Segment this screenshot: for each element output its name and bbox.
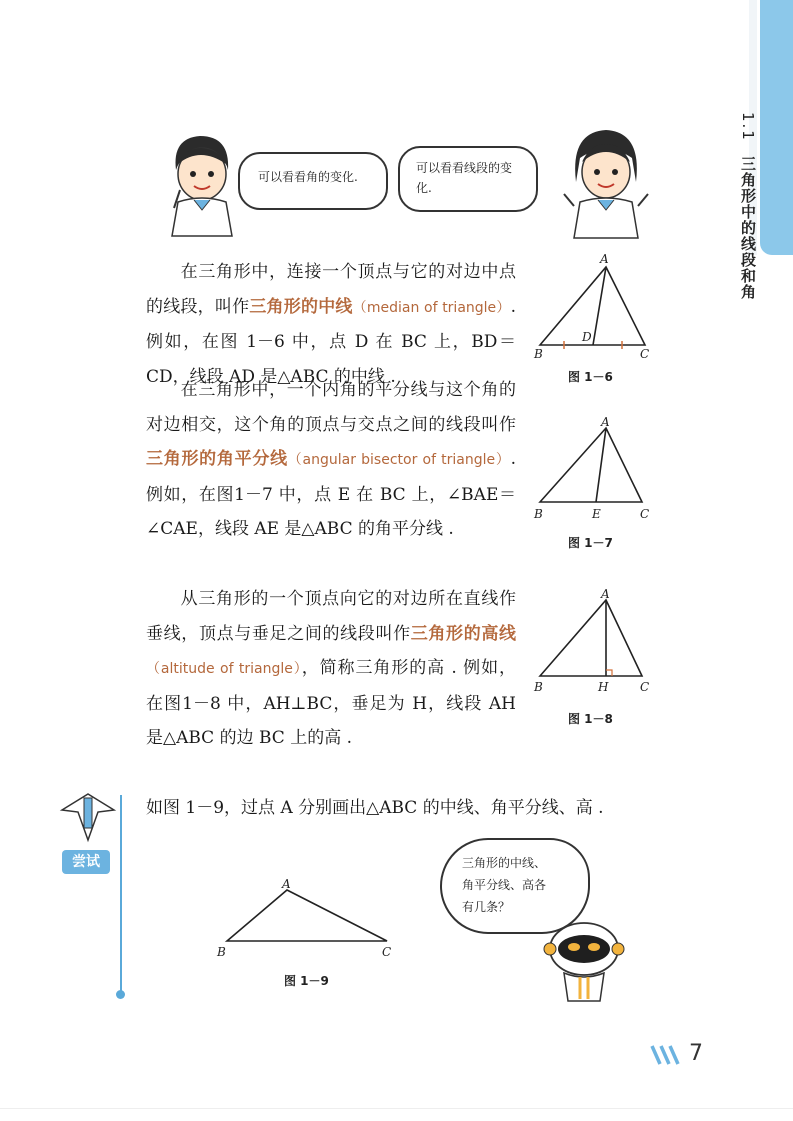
f7-label-c: C bbox=[640, 507, 650, 521]
figure-1-6 bbox=[530, 250, 660, 360]
figure-1-8 bbox=[530, 586, 660, 696]
figure-1-7 bbox=[530, 414, 660, 524]
robot-illustration bbox=[540, 915, 630, 1005]
f9-label-a: A bbox=[282, 877, 291, 891]
f6-label-d: D bbox=[582, 330, 592, 344]
altitude-english: （altitude of triangle） bbox=[146, 661, 302, 677]
try-badge: 尝试 bbox=[62, 850, 110, 874]
f8-label-b: B bbox=[534, 680, 543, 694]
f9-label-c: C bbox=[382, 945, 392, 959]
boy-illustration bbox=[160, 130, 240, 240]
girl-speech-text: 可以看看线段的变化. bbox=[416, 161, 513, 195]
boy-speech-text: 可以看看角的变化. bbox=[258, 170, 358, 184]
f7-label-a: A bbox=[601, 415, 610, 429]
section-tab bbox=[760, 0, 793, 255]
altitude-text-b: ，简称三角形的高 . 例如，在图1－8 中，AH⊥BC，垂足为 H，线段 AH 是△ABC 的边 BC 上的高 . bbox=[146, 658, 516, 748]
figure-1-9-caption: 图 1－9 bbox=[284, 974, 329, 988]
median-term: 三角形的中线 bbox=[249, 296, 353, 317]
try-line-dot bbox=[116, 990, 125, 999]
figure-1-9 bbox=[212, 876, 402, 966]
f8-label-c: C bbox=[640, 680, 650, 694]
f6-label-c: C bbox=[640, 347, 650, 360]
altitude-term: 三角形的高线 bbox=[410, 623, 516, 644]
girl-illustration bbox=[560, 122, 650, 240]
bisector-term: 三角形的角平分线 bbox=[146, 449, 288, 469]
f8-label-a: A bbox=[601, 587, 610, 601]
f7-label-b: B bbox=[534, 507, 543, 521]
girl-speech-bubble bbox=[398, 146, 538, 212]
median-text-b: . 例如，在图 1－6 中，点 D 在 BC 上，BD＝CD，线段 AD 是△ABC 的中线 . bbox=[146, 296, 517, 387]
f6-label-a: A bbox=[600, 252, 609, 266]
paragraph-bisector bbox=[146, 373, 516, 547]
figure-1-7-caption: 图 1－7 bbox=[568, 536, 613, 550]
robot-speech-line-1: 三角形的中线、 bbox=[462, 856, 547, 870]
robot-speech-line-3: 有几条？ bbox=[462, 900, 511, 914]
f6-label-b: B bbox=[534, 347, 543, 360]
f8-label-h: H bbox=[598, 680, 609, 694]
altitude-text-a: 从三角形的一个顶点向它的对边所在直线作垂线，顶点与垂足之间的线段叫作 bbox=[146, 589, 516, 644]
median-text-a: 在三角形中，连接一个顶点与它的对边中点的线段，叫作 bbox=[146, 262, 516, 317]
try-instruction: 如图 1－9，过点 A 分别画出△ABC 的中线、角平分线、高 . bbox=[146, 798, 604, 818]
page-marks-icon bbox=[650, 1044, 686, 1066]
figure-1-6-caption: 图 1－6 bbox=[568, 370, 613, 384]
paragraph-altitude bbox=[146, 582, 516, 756]
bisector-english: （angular bisector of triangle） bbox=[287, 452, 511, 468]
figure-1-8-caption: 图 1－8 bbox=[568, 712, 613, 726]
try-kite-icon bbox=[58, 790, 118, 846]
f9-label-b: B bbox=[217, 945, 226, 959]
bisector-text-b: . 例如，在图1－7 中，点 E 在 BC 上，∠BAE＝∠CAE，线段 AE 是△ABC 的角平分线 . bbox=[146, 449, 516, 539]
bottom-rule bbox=[0, 1108, 793, 1109]
section-title: 三角形中的线段和角 bbox=[739, 156, 757, 300]
boy-speech-bubble bbox=[238, 152, 388, 210]
robot-speech-line-2: 角平分线、高各 bbox=[462, 878, 547, 892]
median-english: （median of triangle） bbox=[352, 299, 511, 316]
section-number: 1.1 bbox=[739, 112, 757, 142]
page-number: 7 bbox=[689, 1041, 703, 1066]
bisector-text-a: 在三角形中，一个内角的平分线与这个角的对边相交，这个角的顶点与交点之间的线段叫作 bbox=[146, 380, 516, 435]
try-line bbox=[120, 795, 122, 995]
f7-label-e: E bbox=[592, 507, 601, 521]
